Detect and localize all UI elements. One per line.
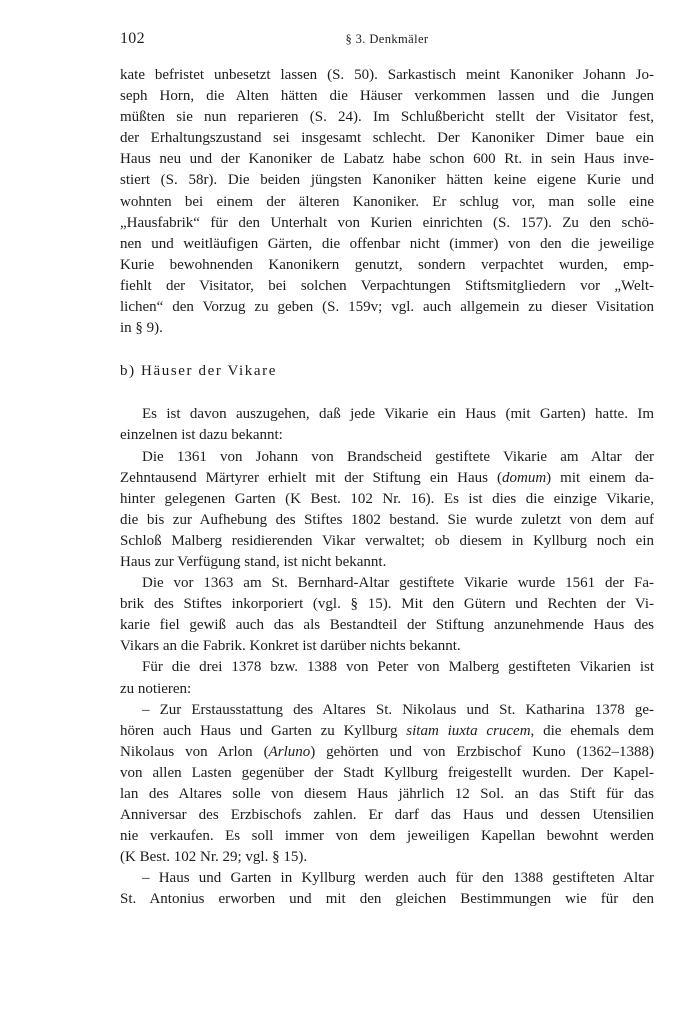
text-line: „Hausfabrik“ für den Unterhalt von Kurien einrichten (S. 157). Zu den schö- — [120, 214, 654, 231]
text-line: Die vor 1363 am St. Bernhard-Altar gestiftete Vikarie wurde 1561 der Fa- — [142, 575, 654, 592]
text-line: Für die drei 1378 bzw. 1388 von Peter von Malberg gestifteten Vikarien ist — [142, 659, 654, 676]
text-line: zu notieren: — [120, 680, 192, 697]
text-line: Schloß Malberg residierenden Vikar verwaltet; ob diesem in Kyllburg noch ein — [120, 532, 654, 549]
text-line: Die 1361 von Johann von Brandscheid gestiftete Vikarie am Altar der — [142, 448, 654, 465]
text-line: wohnten bei einem der älteren Kanoniker. Er schlug vor, man solle eine — [120, 193, 654, 210]
text-line: lichen“ den Vorzug zu geben (S. 159v; vgl. auch allgemein zu dieser Visitation — [120, 299, 654, 316]
text-line: in § 9). — [120, 320, 163, 337]
latin-term: domum — [501, 469, 547, 486]
text-line: einzelnen ist dazu bekannt: — [120, 427, 283, 444]
text-line: kate befristet unbesetzt lassen (S. 50). Sarkastisch meint Kanoniker Johann Jo- — [120, 67, 654, 83]
text-line: nie verkaufen. Es soll immer von dem jeweiligen Kapellan bewohnt werden — [120, 828, 654, 845]
text-run: ) gehörten und von Erzbischof Kuno (1362–1388) — [310, 743, 654, 760]
text-run: , die ehemals dem — [530, 722, 655, 739]
text-line: Es ist davon auszugehen, daß jede Vikarie ein Haus (mit Garten) hatte. Im — [142, 406, 654, 423]
text-line: seph Horn, die Alten hätten die Häuser verkommen lassen und die Jungen — [120, 88, 654, 105]
paragraph — [120, 573, 654, 657]
text-line: Kurie bewohnenden Kanonikern genutzt, sondern verpachtet wurden, emp- — [120, 256, 654, 273]
text-line: – Zur Erstausstattung des Altares St. Nikolaus und St. Katharina 1378 ge- — [142, 701, 654, 718]
page-number: 102 — [120, 30, 145, 47]
text-line: St. Antonius erworben und mit den gleichen Bestimmungen wie für den — [120, 891, 654, 908]
text-line: Vikars an die Fabrik. Konkret ist darüber nichts bekannt. — [120, 638, 461, 655]
text-line: hinter gelegenen Garten (K Best. 102 Nr. 16). Es ist dies die einzige Vikarie, — [120, 490, 654, 507]
text-line: – Haus und Garten in Kyllburg werden auch für den 1388 gestifteten Altar — [142, 870, 654, 887]
list-item — [120, 868, 654, 910]
text-run: Zehntausend Märtyrer erhielt mit der Stiftung ein Haus ( — [120, 469, 502, 486]
text-line: müßten sie nun reparieren (S. 24). Im Schlußbericht stellt der Visitator fest, — [120, 109, 654, 126]
paragraph — [120, 447, 654, 574]
text-line: (K Best. 102 Nr. 29; vgl. § 15). — [120, 849, 308, 866]
text-line: brik des Stiftes inkorporiert (vgl. § 15). Mit den Gütern und Rechten der Vi- — [120, 596, 654, 613]
body-text — [120, 65, 654, 911]
text-line — [120, 742, 654, 763]
text-line: von allen Lasten gegenüber der Stadt Kyllburg freigestellt wurden. Der Kapel- — [120, 764, 654, 781]
running-head: § 3. Denkmäler — [345, 32, 429, 46]
paragraph — [120, 657, 654, 699]
text-line: karie fiel gewiß auch das als Bestandteil der Stiftung anzunehmende Haus des — [120, 617, 654, 634]
page-header — [120, 30, 654, 52]
paragraph — [120, 404, 654, 446]
latin-term: sitam iuxta crucem — [406, 722, 531, 739]
text-line: die bis zur Aufhebung des Stiftes 1802 bestand. Sie wurde zuletzt von dem auf — [120, 511, 654, 528]
text-line: nen und weitläufigen Gärten, die offenbar nicht (immer) von den die jeweilige — [120, 235, 654, 252]
latin-term: Arluno — [268, 743, 311, 760]
section-heading: b) Häuser der Vikare — [120, 363, 278, 380]
paragraph-continuation — [120, 65, 654, 339]
text-line: stiert (S. 58r). Die beiden jüngsten Kanoniker hätten keine eigene Kurie und — [120, 172, 654, 189]
text-line: fiehlt der Visitator, bei solchen Verpachtungen Stiftsmitgliedern vor „Welt- — [120, 277, 654, 294]
text-run: Nikolaus von Arlon ( — [120, 743, 269, 760]
text-line: Haus neu und der Kanoniker de Labatz habe schon 600 Rt. in sein Haus inve- — [120, 151, 654, 168]
text-run: hören auch Haus und Garten zu Kyllburg — [120, 722, 407, 739]
text-line: der Erhaltungszustand sei insgesamt schlecht. Der Kanoniker Dimer baue ein — [120, 130, 654, 147]
text-line: lan des Altares solle von diesem Haus jährlich 12 Sol. an das Stift für das — [120, 786, 654, 802]
text-line — [120, 468, 654, 489]
text-line: Haus zur Verfügung stand, ist nicht bekannt. — [120, 553, 387, 570]
list-item — [120, 700, 654, 869]
text-run: ) mit einem da- — [546, 469, 654, 486]
text-line: Anniversar des Erzbischofs zahlen. Er darf das Haus und dessen Utensilien — [120, 807, 654, 824]
text-line — [120, 721, 654, 742]
